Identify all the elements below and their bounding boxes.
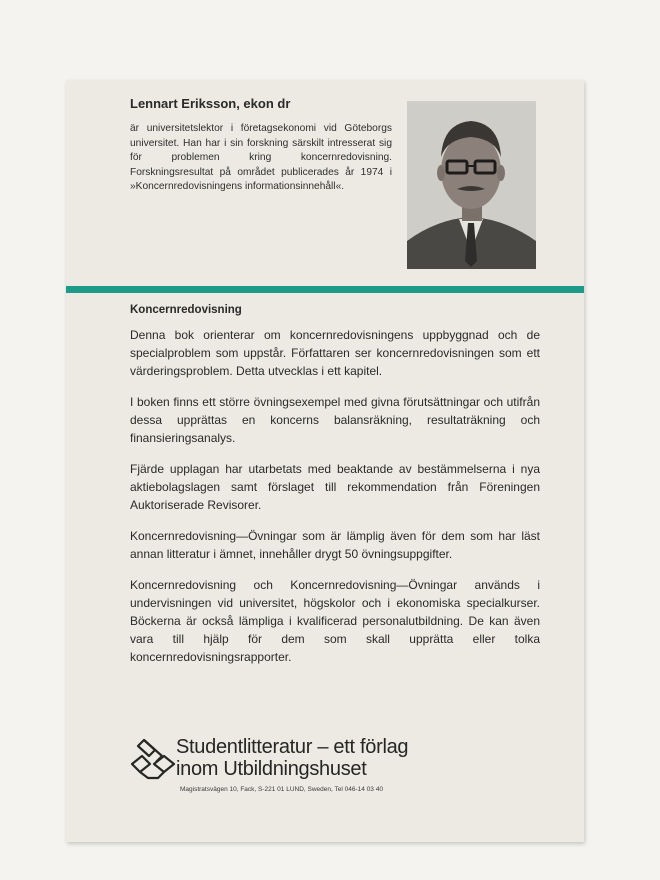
publisher-line-1: Studentlitteratur – ett förlag: [176, 736, 409, 758]
description-paragraph: Denna bok orienterar om koncernredovisningens uppbyggnad och de specialproblem som uppstår. Författaren ser koncernredovisningen som ett värderingsproblem. Detta utvecklas i ett kapitel.: [130, 328, 540, 378]
portrait-image: [407, 101, 536, 269]
book-title: Koncernredovisning: [130, 304, 242, 316]
publisher-line-2: inom Utbildningshuset: [176, 758, 367, 780]
publisher-logo-icon: [128, 736, 178, 780]
author-bio: är universitetslektor i företagsekonomi vid Göteborgs universitet. Han har i sin forskning särskilt intresserat sig för problemen kring koncernredovisning. Forskningsresultat på området publicerades år 1974 i »Koncernredovisningens informationsinnehåll«.: [130, 123, 392, 192]
author-photo: [407, 101, 536, 269]
description: [130, 326, 540, 679]
description-paragraph: Koncernredovisning—Övningar som är lämplig även för dem som har läst annan litteratur i ämnet, innehåller drygt 50 övningsuppgifter.: [130, 529, 540, 561]
description-paragraph: I boken finns ett större övningsexempel med givna förutsättningar och utifrån dessa upprättas en koncerns balansräkning, resultaträkning och finansieringsanalys.: [130, 395, 540, 445]
description-paragraph: Koncernredovisning och Koncernredovisning—Övningar används i undervisningen vid universitet, högskolor och i ekonomiska specialkurser. Böckerna är också lämpliga i kvalificerad personalutbildning. De kan även vara till hjälp för dem som skall upprätta eller tolka koncernredovisningsrapporter.: [130, 578, 540, 664]
accent-rule: [66, 286, 584, 293]
description-paragraph: Fjärde upplagan har utarbetats med beaktande av bestämmelserna i nya aktiebolagslagen samt förslaget till rekommendation från Föreningen Auktoriserade Revisorer.: [130, 462, 540, 512]
publisher-name: [176, 736, 408, 780]
publisher-address: Magistratsvägen 10, Fack, S-221 01 LUND, Sweden, Tel 046-14 03 40: [180, 786, 383, 793]
author-name: Lennart Eriksson, ekon dr: [130, 96, 291, 111]
book-back-cover: [66, 80, 584, 842]
